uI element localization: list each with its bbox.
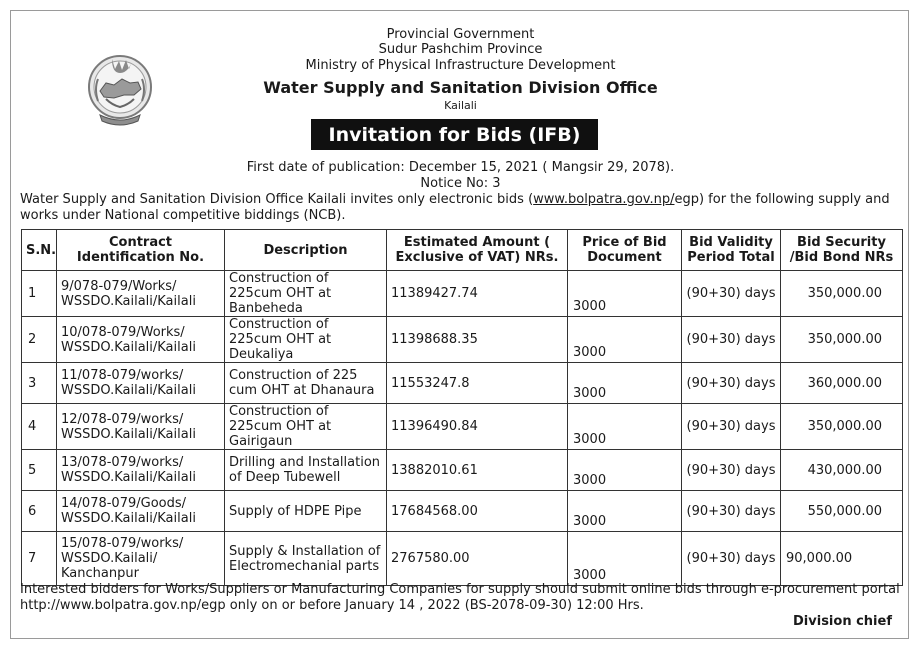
- table-row: [22, 491, 903, 532]
- cell-validity: (90+30) days: [682, 532, 781, 586]
- cell-amount: 17684568.00: [387, 491, 568, 532]
- cell-price: 3000: [568, 317, 682, 363]
- cell-description: Construction of 225cum OHT at Gairigaun: [225, 404, 387, 450]
- cell-sn: 6: [22, 491, 57, 532]
- cell-description: Supply of HDPE Pipe: [225, 491, 387, 532]
- cell-validity: (90+30) days: [682, 363, 781, 404]
- cell-amount: 11396490.84: [387, 404, 568, 450]
- cell-security: 550,000.00: [781, 491, 903, 532]
- cell-amount: 11389427.74: [387, 271, 568, 317]
- publication-date: First date of publication: December 15, 2021 ( Mangsir 29, 2078).: [246, 160, 675, 175]
- cell-amount: 2767580.00: [387, 532, 568, 586]
- cell-sn: 5: [22, 450, 57, 491]
- cell-price: 3000: [568, 491, 682, 532]
- cell-description: Supply & Installation of Electromechanial parts: [225, 532, 387, 586]
- cell-security: 350,000.00: [781, 271, 903, 317]
- table-row: [22, 450, 903, 491]
- cell-sn: 7: [22, 532, 57, 586]
- intro-text: Water Supply and Sanitation Division Office Kailali invites only electronic bids (: [20, 192, 534, 207]
- cell-contract-id: 10/078-079/Works/ WSSDO.Kailali/Kailali: [57, 317, 225, 363]
- cell-price: 3000: [568, 532, 682, 586]
- notice-number: Notice No: 3: [420, 176, 501, 191]
- cell-price: 3000: [568, 404, 682, 450]
- ministry-line: Ministry of Physical Infrastructure Development: [305, 58, 616, 73]
- cell-contract-id: 13/078-079/works/ WSSDO.Kailali/Kailali: [57, 450, 225, 491]
- intro-paragraph: [20, 192, 905, 224]
- footer-deadline: http://www.bolpatra.gov.np/egp only on or before January 14 , 2022 (BS-2078-09-30) 12:00 Hrs.: [20, 598, 644, 613]
- office-title: Water Supply and Sanitation Division Office: [263, 78, 658, 97]
- cell-amount: 11398688.35: [387, 317, 568, 363]
- cell-security: 360,000.00: [781, 363, 903, 404]
- cell-security: 350,000.00: [781, 404, 903, 450]
- cell-security: 430,000.00: [781, 450, 903, 491]
- ifb-banner: Invitation for Bids (IFB): [311, 119, 598, 150]
- cell-description: Construction of 225 cum OHT at Dhanaura: [225, 363, 387, 404]
- cell-validity: (90+30) days: [682, 450, 781, 491]
- bids-table: [21, 229, 903, 586]
- header-bid-security: Bid Security /Bid Bond NRs: [781, 230, 903, 271]
- cell-contract-id: 12/078-079/works/ WSSDO.Kailali/Kailali: [57, 404, 225, 450]
- cell-amount: 11553247.8: [387, 363, 568, 404]
- header-price-bid-document: Price of Bid Document: [568, 230, 682, 271]
- cell-validity: (90+30) days: [682, 317, 781, 363]
- cell-security: 350,000.00: [781, 317, 903, 363]
- cell-contract-id: 11/078-079/works/ WSSDO.Kailali/Kailali: [57, 363, 225, 404]
- header-sn: S.N.: [22, 230, 57, 271]
- cell-sn: 3: [22, 363, 57, 404]
- cell-sn: 2: [22, 317, 57, 363]
- header-contract-id: Contract Identification No.: [57, 230, 225, 271]
- cell-contract-id: 15/078-079/works/ WSSDO.Kailali/ Kanchanpur: [57, 532, 225, 586]
- table-row: [22, 271, 903, 317]
- cell-price: 3000: [568, 363, 682, 404]
- table-row: [22, 363, 903, 404]
- cell-validity: (90+30) days: [682, 491, 781, 532]
- cell-amount: 13882010.61: [387, 450, 568, 491]
- table-row: [22, 404, 903, 450]
- district-line: Kailali: [444, 99, 477, 112]
- cell-sn: 4: [22, 404, 57, 450]
- intro-text-cont: egp) for the following supply and works under National competitive biddings (NCB).: [20, 192, 890, 223]
- table-row: [22, 532, 903, 586]
- cell-sn: 1: [22, 271, 57, 317]
- cell-description: Drilling and Installation of Deep Tubewell: [225, 450, 387, 491]
- province-line: Sudur Pashchim Province: [378, 42, 543, 57]
- footer-instructions: Interested bidders for Works/Suppliers or Manufacturing Companies for supply should submit online bids through e-procurement portal: [20, 582, 900, 597]
- cell-description: Construction of 225cum OHT at Banbeheda: [225, 271, 387, 317]
- cell-validity: (90+30) days: [682, 271, 781, 317]
- table-row: [22, 317, 903, 363]
- cell-description: Construction of 225cum OHT at Deukaliya: [225, 317, 387, 363]
- bolpatra-link[interactable]: www.bolpatra.gov.np/: [533, 192, 675, 207]
- header-estimated-amount: Estimated Amount ( Exclusive of VAT) NRs.: [387, 230, 568, 271]
- cell-contract-id: 14/078-079/Goods/ WSSDO.Kailali/Kailali: [57, 491, 225, 532]
- header-description: Description: [225, 230, 387, 271]
- cell-security: 90,000.00: [781, 532, 903, 586]
- signature-division-chief: Division chief: [793, 614, 892, 629]
- govt-line: Provincial Government: [386, 27, 535, 42]
- cell-contract-id: 9/078-079/Works/ WSSDO.Kailali/Kailali: [57, 271, 225, 317]
- header-bid-validity: Bid Validity Period Total: [682, 230, 781, 271]
- cell-validity: (90+30) days: [682, 404, 781, 450]
- cell-price: 3000: [568, 271, 682, 317]
- cell-price: 3000: [568, 450, 682, 491]
- table-header-row: [22, 230, 903, 271]
